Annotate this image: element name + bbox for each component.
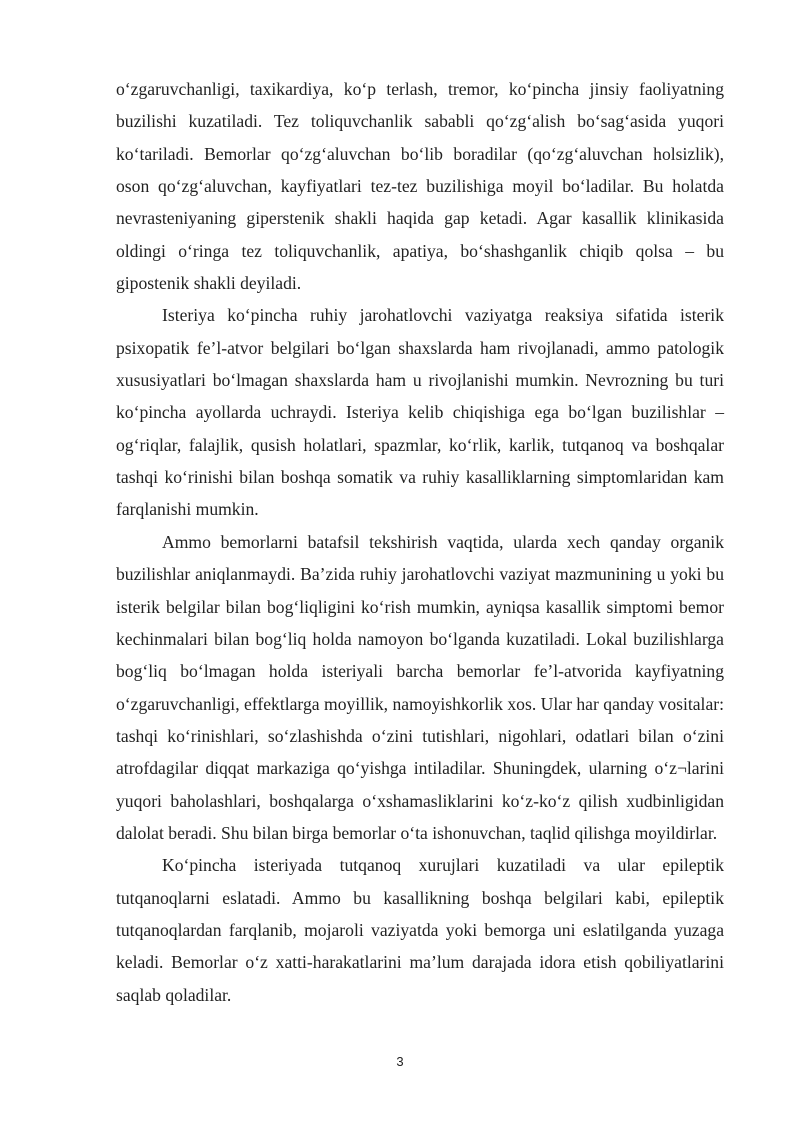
body-text: [116, 73, 724, 1011]
paragraph-1: o‘zgaruvchanligi, taxikardiya, ko‘p terlash, tremor, ko‘pincha jinsiy faoliyatning buzilishi kuzatiladi. Tez toliquvchanlik sababli qo‘zg‘alish bo‘sag‘asida yuqori ko‘tariladi. Bemorlar qo‘zg‘aluvchan bo‘lib boradilar (qo‘zg‘aluvchan holsizlik), oson qo‘zg‘aluvchan, kayfiyatlari tez-tez buzilishiga moyil bo‘ladilar. Bu holatda nevrasteniyaning giperstenik shakli haqida gap ketadi. Agar kasallik klinikasida oldingi o‘ringa tez toliquvchanlik, apatiya, bo‘shashganlik chiqib qolsa – bu gipostenik shakli deyiladi.: [116, 79, 724, 294]
paragraph-3: Ammo bemorlarni batafsil tekshirish vaqtida, ularda xech qanday organik buzilishlar aniqlanmaydi. Ba’zida ruhiy jarohatlovchi vaziyat mazmunining u yoki bu isterik belgilar bilan bog‘liqligini ko‘rish mumkin, ayniqsa kasallik simptomi bemor kechinmalari bilan bog‘liq holda namoyon bo‘lganda kuzatiladi. Lokal buzilishlarga bog‘liq bo‘lmagan holda isteriyali barcha bemorlar fe’l-atvorida kayfiyatning o‘zgaruvchanligi, effektlarga moyillik, namoyishkorlik xos. Ular har qanday vositalar: tashqi ko‘rinishlari, so‘zlashishda o‘zini tutishlari, nigohlari, odatlari bilan o‘zini atrofdagilar diqqat markaziga qo‘yishga intiladilar. Shuningdek, ularning o‘z¬larini yuqori baholashlari, boshqalarga o‘xshamasliklarini ko‘z-ko‘z qilish xudbinligidan dalolat beradi. Shu bilan birga bemorlar o‘ta ishonuvchan, taqlid qilishga moyildirlar.: [116, 531, 724, 843]
paragraph-2: Isteriya ko‘pincha ruhiy jarohatlovchi vaziyatga reaksiya sifatida isterik psixopatik fe’l-atvor belgilari bo‘lgan shaxslarda ham rivojlanadi, ammo patologik xususiyatlari bo‘lmagan shaxslarda ham u rivojlanishi mumkin. Nevrozning bu turi ko‘pincha ayollarda uchraydi. Isteriya kelib chiqishiga ega bo‘lgan buzilishlar – og‘riqlar, falajlik, qusish holatlari, spazmlar, ko‘rlik, karlik, tutqanoq va boshqalar tashqi ko‘rinishi bilan boshqa somatik va ruhiy kasalliklarning simptomlaridan kam farqlanishi mumkin.: [116, 305, 724, 520]
page-number: 3: [396, 1054, 404, 1069]
paragraph-4: Ko‘pincha isteriyada tutqanoq xurujlari kuzatiladi va ular epileptik tutqanoqlarni eslatadi. Ammo bu kasallikning boshqa belgilari kabi, epileptik tutqanoqlardan farqlanib, mojaroli vaziyatda yoki bemorga uni eslatilganda yuzaga keladi. Bemorlar o‘z xatti-harakatlarini ma’lum darajada idora etish qobiliyatlarini saqlab qoladilar.: [116, 855, 724, 1005]
